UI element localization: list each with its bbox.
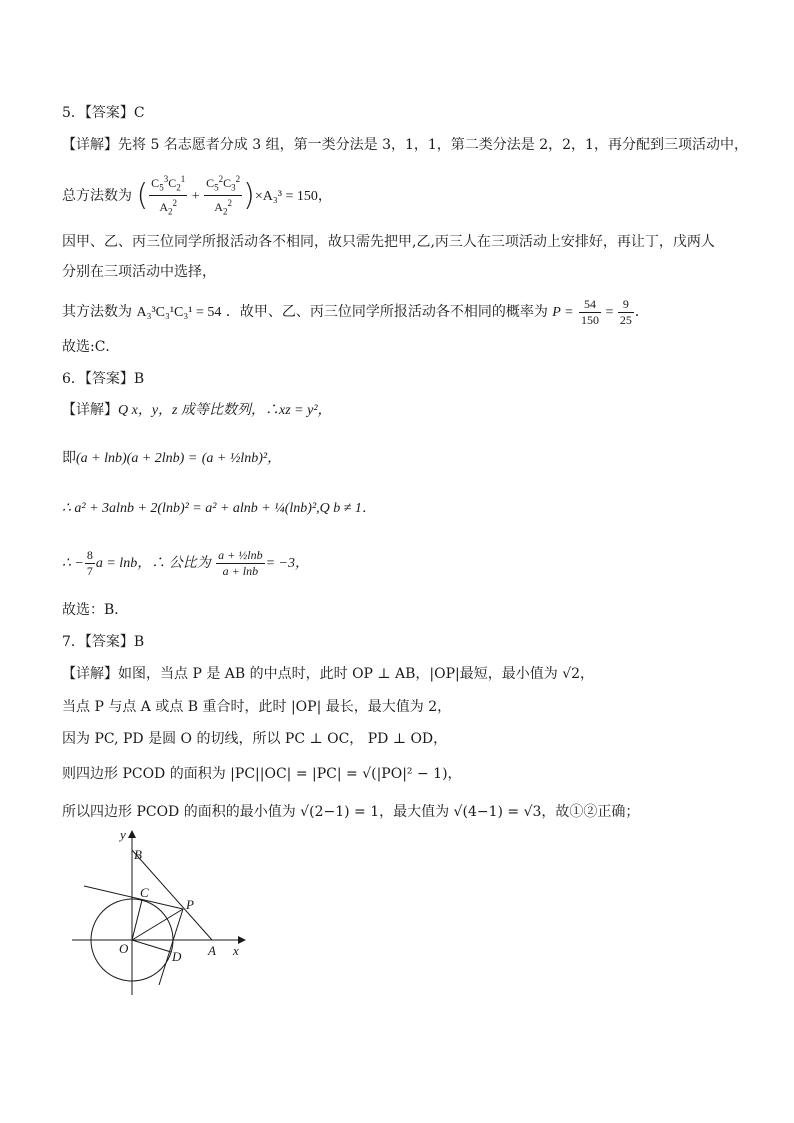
q7-detail-line3: 因为 PC, PD 是圆 O 的切线，所以 PC ⊥ OC， PD ⊥ OD， [62, 731, 448, 747]
eq-left: (a + lnb)(a + 2lnb) = [76, 451, 198, 466]
q5-detail-line3: 因甲、乙、丙三位同学所报活动各不相同，故只需先把甲,乙,丙三人在三项活动上安排好，再让丁，戊两人 [62, 234, 715, 250]
prob-formula: A₃³C₃¹C₃¹ = 54 [136, 305, 222, 320]
line-prefix: 即 [62, 450, 76, 466]
label-d: D [172, 949, 182, 964]
q5-detail-line1 [62, 135, 748, 155]
fraction-54-150: $\frac{54}{150}$ [580, 296, 599, 327]
prob-prefix: 其方法数为 [62, 304, 132, 320]
q7-detail-line5: 所以四边形 PCOD 的面积的最小值为 √(2−1) = 1，最大值为 √(4−1) = √3，故①②正确； [62, 804, 640, 820]
paren-right: ) [243, 177, 255, 213]
q5-conclusion: 故选:C． [62, 339, 120, 355]
q5-heading: 5．【答案】C [62, 105, 145, 121]
prob-text: ．故甲、乙、丙三位同学所报活动各不相同的概率为 [225, 304, 548, 320]
detail-label: 【详解】 [62, 137, 118, 153]
segment-od [132, 940, 171, 952]
minus: ∴ − [62, 556, 84, 571]
y-axis-arrow-icon [128, 830, 136, 838]
geometry-figure [62, 825, 252, 1000]
q7-detail-line4: 则四边形 PCOD 的面积为 |PC||OC| = |PC| = √(|PO|² − 1)， [62, 766, 462, 782]
formula-result: ×A₃³ = 150， [254, 188, 332, 204]
q6-detail-line4 [62, 543, 309, 584]
q7-detail-line2: 当点 P 与点 A 或点 B 重合时，此时 |OP| 最长，最大值为 2， [62, 699, 452, 715]
label-x: x [233, 943, 239, 958]
x-axis-arrow-icon [238, 936, 246, 944]
q7-detail-line1 [62, 664, 594, 684]
q5-detail-line4: 分别在三项活动中选择， [62, 264, 216, 280]
q6-detail-line1 [62, 400, 332, 421]
q6-conclusion: 故选：B． [62, 602, 129, 618]
label-y: y [120, 827, 126, 842]
q5-probability: 其方法数为 A₃³C₃¹C₃¹ = 54 ．故甲、乙、丙三位同学所报活动各不相同的概率为 P = $\frac{54}{150}$ = $\frac{9}{25}$ ． [62, 296, 649, 327]
formula-prefix: 总方法数为 [62, 187, 132, 204]
q5-total-formula: 总方法数为 ( $\frac{C_5^3C_2^1}{A_2^2}$ + $\frac{C_5^2C_3^2}{A_2^2}$ )×A₃³ = 150， [62, 172, 332, 220]
q6-detail-line2 [62, 440, 281, 477]
detail-text-b: xz = y²， [279, 403, 332, 418]
segment-op [132, 909, 183, 940]
fraction: $\frac{C_5^2C_3^2}{A_2^2}$ [206, 174, 241, 217]
label-b: B [134, 847, 142, 862]
prob-symbol: P = [552, 305, 574, 320]
eq-right: (a + ½lnb)²， [201, 451, 282, 466]
fraction: $\frac{C_5^3C_2^1}{A_2^2}$ [151, 174, 186, 217]
q6-heading: 6．【答案】B [62, 371, 145, 387]
detail-text: 如图，当点 P 是 AB 的中点时，此时 OP ⊥ AB，|OP|最短，最小值为 √2， [118, 666, 595, 682]
ratio-result: = −3， [265, 556, 309, 571]
label-a: A [208, 943, 216, 958]
detail-label: 【详解】 [62, 402, 118, 418]
q6-detail-line3 [62, 498, 376, 519]
detail-label: 【详解】 [62, 666, 118, 682]
tangent-pc [84, 886, 183, 909]
label-c: C [140, 885, 149, 900]
label-p: P [186, 897, 194, 912]
detail-text-a: Q x，y，z 成等比数列，∴ [118, 403, 279, 418]
ratio-fraction: $\frac{\text{a + ½lnb}}{a + \ln b}$ [218, 547, 263, 578]
paren-left: ( [136, 177, 149, 213]
q7-heading: 7．【答案】B [62, 634, 145, 650]
fraction-8-7: $\frac{8}{7}$ [86, 547, 93, 578]
label-o: O [119, 941, 129, 956]
ratio-text: a = lnb，∴ 公比为 [95, 556, 211, 571]
expansion: ∴ a² + 3alnb + 2(lnb)² = a² + alnb + ¼(lnb)²,Q b ≠ 1． [62, 501, 376, 516]
detail-text: 先将 5 名志愿者分成 3 组，第一类分法是 3，1，1，第二类分法是 2，2，1，再分配到三项活动中， [118, 137, 748, 153]
fraction-9-25: $\frac{9}{25}$ [619, 296, 632, 327]
tangent-pd [159, 909, 183, 985]
segment-oc [132, 900, 142, 940]
